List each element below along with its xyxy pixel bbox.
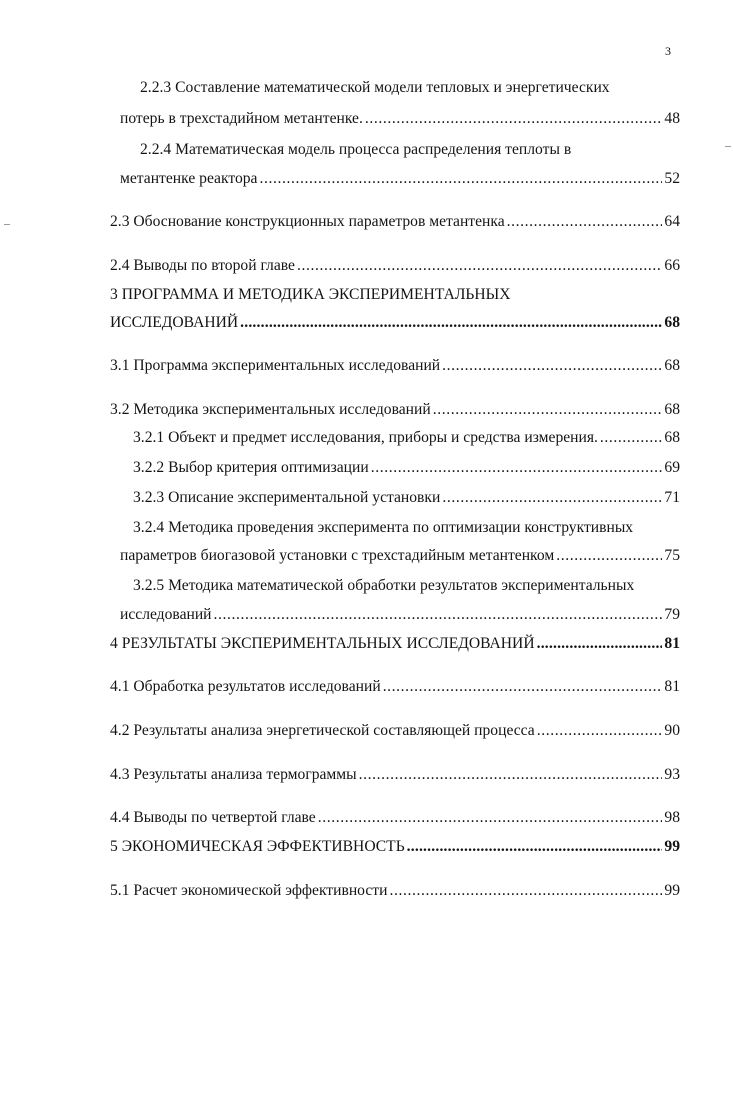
toc-line-2-2-4[interactable]: [140, 140, 571, 159]
toc-chapter-title: 5 ЭКОНОМИЧЕСКАЯ ЭФФЕКТИВНОСТЬ: [110, 838, 405, 855]
toc-entry-text: 2.4 Выводы по второй главе: [110, 257, 295, 274]
toc-entry-text: 3.2.2 Выбор критерия оптимизации: [133, 459, 369, 476]
toc-page-number: 71: [664, 489, 680, 506]
toc-entry-2-2-3[interactable]: [120, 109, 680, 128]
toc-leader-dots: [365, 109, 663, 128]
toc-leader-dots: [240, 313, 662, 332]
toc-entry-text: 5.1 Расчет экономической эффективности: [110, 882, 388, 899]
toc-entry-text: 3.2.3 Описание экспериментальной установки: [133, 489, 441, 506]
toc-entry-text: 3.2.1 Объект и предмет исследования, приборы и средства измерения.: [133, 429, 598, 446]
toc-page-number: 64: [664, 213, 680, 230]
toc-page-number: 68: [664, 314, 680, 331]
toc-page-number: 48: [664, 110, 680, 127]
toc-leader-dots: [600, 428, 662, 447]
toc-entry-3-2-2[interactable]: [133, 458, 680, 477]
toc-chapter-4[interactable]: [110, 634, 680, 653]
toc-page-number: 66: [664, 257, 680, 274]
toc-entry-4-4[interactable]: [110, 808, 680, 827]
toc-page-number: 93: [664, 766, 680, 783]
toc-page-number: 52: [664, 170, 680, 187]
toc-leader-dots: [537, 634, 663, 653]
toc-entry-text: 2.3 Обоснование конструкционных параметров метантенка: [110, 213, 505, 230]
toc-page-number: 81: [664, 635, 680, 652]
toc-entry-4-1[interactable]: [110, 677, 680, 696]
toc-entry-text: 3.1 Программа экспериментальных исследований: [110, 357, 441, 374]
toc-entry-3-2-5[interactable]: [120, 605, 680, 624]
toc-entry-text: метантенке реактора: [120, 170, 258, 187]
toc-chapter-title: 4 РЕЗУЛЬТАТЫ ЭКСПЕРИМЕНТАЛЬНЫХ ИССЛЕДОВАНИЙ: [110, 635, 535, 652]
toc-leader-dots: [433, 400, 663, 419]
toc-entry-text: 4.3 Результаты анализа термограммы: [110, 766, 357, 783]
toc-leader-dots: [537, 721, 663, 740]
toc-entry-text: 4.4 Выводы по четвертой главе: [110, 809, 316, 826]
toc-leader-dots: [389, 881, 662, 900]
toc-leader-dots: [214, 605, 663, 624]
scan-speck: [4, 224, 10, 225]
toc-line-3-2-4[interactable]: [133, 518, 633, 537]
toc-entry-text: потерь в трехстадийном метантенке.: [120, 110, 363, 127]
toc-chapter-title: 3 ПРОГРАММА И МЕТОДИКА ЭКСПЕРИМЕНТАЛЬНЫХ: [110, 286, 511, 303]
toc-page-number: 81: [664, 678, 680, 695]
toc-page-number: 99: [664, 882, 680, 899]
toc-entry-3-2[interactable]: [110, 400, 680, 419]
toc-leader-dots: [507, 212, 663, 231]
toc-entry-5-1[interactable]: [110, 881, 680, 900]
toc-leader-dots: [297, 256, 662, 275]
toc-page-number: 99: [664, 838, 680, 855]
toc-page-number: 79: [664, 606, 680, 623]
toc-page-number: 68: [664, 401, 680, 418]
toc-chapter-3-line[interactable]: [110, 285, 510, 304]
toc-entry-text: 3.2.5 Методика математической обработки результатов экспериментальных: [133, 577, 635, 594]
toc-entry-text: исследований: [120, 606, 212, 623]
toc-entry-text: 3.2 Методика экспериментальных исследований: [110, 401, 431, 418]
toc-line-3-2-5[interactable]: [133, 576, 634, 595]
toc-entry-4-3[interactable]: [110, 765, 680, 784]
toc-leader-dots: [383, 677, 663, 696]
toc-entry-text: 4.2 Результаты анализа энергетической составляющей процесса: [110, 722, 535, 739]
toc-entry-text: 2.2.3 Составление математической модели тепловых и энергетических: [140, 79, 610, 96]
scan-speck: [725, 146, 731, 147]
toc-chapter-5[interactable]: [110, 837, 680, 856]
toc-entry-2-4[interactable]: [110, 256, 680, 275]
toc-leader-dots: [318, 808, 663, 827]
toc-page-number: 75: [664, 547, 680, 564]
toc-entry-text: 3.2.4 Методика проведения эксперимента по оптимизации конструктивных: [133, 519, 634, 536]
toc-page-number: 98: [664, 809, 680, 826]
toc-leader-dots: [407, 837, 663, 856]
toc-leader-dots: [442, 488, 662, 507]
toc-entry-4-2[interactable]: [110, 721, 680, 740]
toc-entry-3-1[interactable]: [110, 356, 680, 375]
toc-entry-text: 4.1 Обработка результатов исследований: [110, 678, 381, 695]
toc-page-number: 68: [664, 429, 680, 446]
toc-chapter-3[interactable]: [110, 313, 680, 332]
toc-entry-text: параметров биогазовой установки с трехстадийным метантенком: [120, 547, 555, 564]
toc-entry-3-2-3[interactable]: [133, 488, 680, 507]
toc-chapter-title: ИССЛЕДОВАНИЙ: [110, 314, 239, 331]
toc-page-number: 68: [664, 357, 680, 374]
toc-leader-dots: [359, 765, 663, 784]
toc-entry-text: 2.2.4 Математическая модель процесса распределения теплоты в: [140, 141, 572, 158]
toc-entry-2-3[interactable]: [110, 212, 680, 231]
toc-leader-dots: [556, 546, 662, 565]
page-number: 3: [665, 44, 671, 58]
toc-leader-dots: [259, 169, 662, 188]
toc-leader-dots: [371, 458, 663, 477]
toc-page-number: 90: [664, 722, 680, 739]
toc-entry-3-2-4[interactable]: [120, 546, 680, 565]
toc-page-number: 69: [664, 459, 680, 476]
toc-entry-3-2-1[interactable]: [133, 428, 680, 447]
toc-leader-dots: [442, 356, 662, 375]
toc-entry-2-2-4[interactable]: [120, 169, 680, 188]
toc-line-2-2-3[interactable]: [140, 78, 610, 97]
